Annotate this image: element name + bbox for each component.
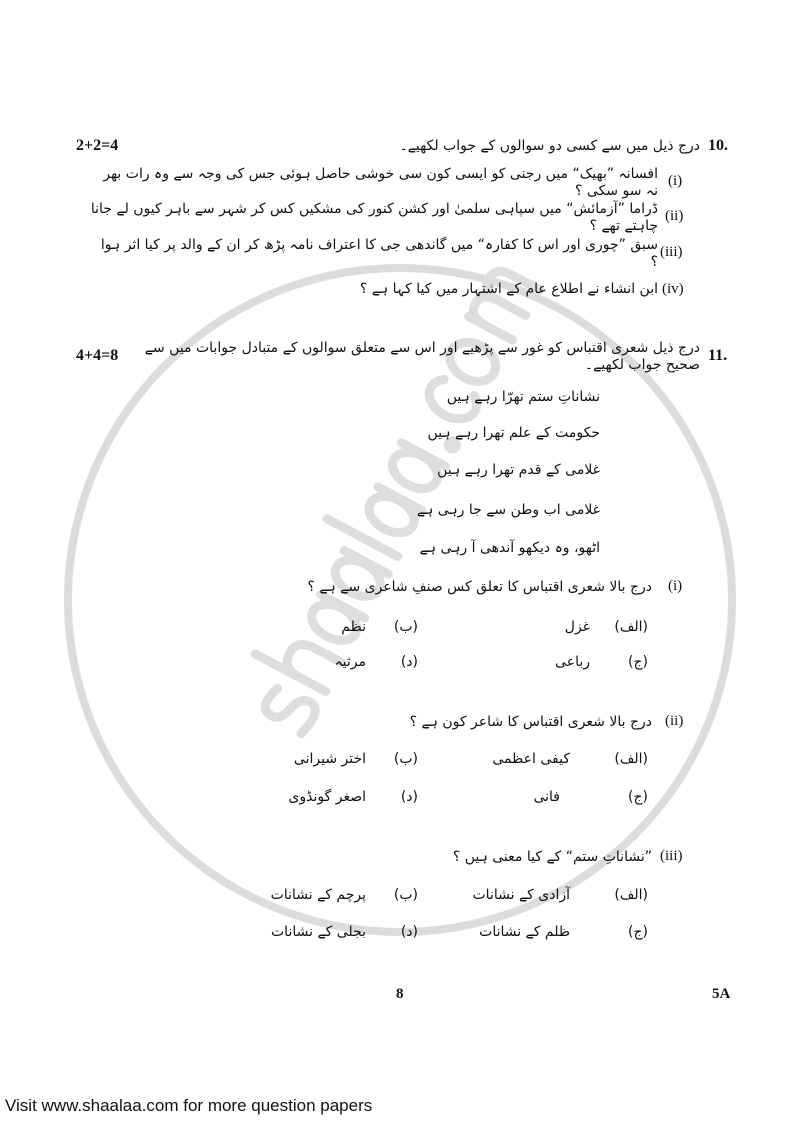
option-key: (الف) <box>614 751 648 767</box>
option-text: بجلی کے نشانات <box>271 924 366 940</box>
option-text: پرچم کے نشانات <box>270 887 366 903</box>
q11-i-label: (i) <box>668 578 683 594</box>
q10-number: 10. <box>708 137 728 154</box>
page-number: 8 <box>396 986 404 1002</box>
q10-ii-text: ڈراما ”آزمائش“ میں سپاہی سلمیٰ اور کشن کنور کی مشکیں کس کر شہر سے باہر کیوں لے جانا چاہتے تھے ؟ <box>90 201 658 234</box>
poem-line: غلامی کے قدم تھرا رہے ہیں <box>437 462 600 478</box>
q10-i-label: (i) <box>668 173 683 189</box>
option-text: ظلم کے نشانات <box>479 924 570 940</box>
visit-link[interactable]: Visit www.shaalaa.com for more question papers <box>5 1096 373 1115</box>
q11-ii-label: (ii) <box>665 713 684 729</box>
q11-iii-text: ”نشاناتِ ستم“ کے کیا معنی ہیں ؟ <box>452 849 652 865</box>
q10-ii-label: (ii) <box>665 208 684 224</box>
q10-iii-label: (iii) <box>660 244 683 260</box>
poem-line: اٹھو، وہ دیکھو آندھی آ رہی ہے <box>419 540 600 556</box>
option-key: (الف) <box>614 619 648 635</box>
poem-line: غلامی اب وطن سے جا رہی ہے <box>416 502 600 518</box>
option-key: (ج) <box>628 654 648 670</box>
option-text: اختر شیرانی <box>293 751 366 767</box>
option-key: (ب) <box>393 887 418 903</box>
q10-marks: 2+2=4 <box>76 137 119 154</box>
poem-line: نشاناتِ ستم تھرّا رہے ہیں <box>446 389 600 405</box>
q11-i-text: درج بالا شعری اقتباس کا تعلق کس صنفِ شاعری سے ہے ؟ <box>307 579 652 595</box>
watermark-letter <box>261 684 319 735</box>
option-text: اصغر گونڈوی <box>288 789 366 805</box>
q10-iv-label: (iv) <box>662 281 684 297</box>
watermark-lettering <box>232 252 540 735</box>
option-key: (ج) <box>628 924 648 940</box>
watermark-letter <box>327 519 398 557</box>
option-text: نظم <box>341 619 366 635</box>
watermark-letter <box>362 487 422 540</box>
option-key: (د) <box>400 924 418 940</box>
q10-iv-text: ابن انشاء نے اطلاع عام کے اشتہار میں کیا کہا ہے ؟ <box>359 281 658 297</box>
option-text: رباعی <box>555 654 590 670</box>
paper-code: 5A <box>712 986 731 1002</box>
q11-marks: 4+4=8 <box>76 347 119 364</box>
option-text: آزادی کے نشانات <box>472 887 570 903</box>
option-text: فانی <box>533 789 560 805</box>
q11-number: 11. <box>708 347 728 364</box>
poem-line: حکومت کے علم تھرا رہے ہیں <box>427 425 600 441</box>
option-text: غزل <box>564 619 590 635</box>
q10-instruction: درج ذیل میں سے کسی دو سوالوں کے جواب لکھیے۔ <box>399 138 700 154</box>
q11-instruction: درج ذیل شعری اقتباس کو غور سے پڑھیے اور اس سے متعلق سوالوں کے متبادل جوابات میں سے صحیح جواب لکھیے۔ <box>144 340 700 373</box>
option-key: (ج) <box>628 789 648 805</box>
option-text: مرثیہ <box>334 654 366 670</box>
option-key: (د) <box>400 789 418 805</box>
option-key: (ب) <box>393 751 418 767</box>
q10-iii-text: سبق ”چوری اور اس کا کفارہ“ میں گاندھی جی کا اعتراف نامہ پڑھ کر ان کے والد پر کیا اثر ہوا ؟ <box>100 237 658 270</box>
option-key: (الف) <box>614 887 648 903</box>
option-key: (ب) <box>393 619 418 635</box>
q11-iii-label: (iii) <box>660 848 683 864</box>
option-key: (د) <box>400 654 418 670</box>
q10-i-text: افسانہ ”بھیک“ میں رجنی کو ایسی کون سی خوشی حاصل ہوئی جس کی وجہ سے وہ رات بھر نہ سو سکی ؟ <box>103 166 658 199</box>
q11-ii-text: درج بالا شعری اقتباس کا شاعر کون ہے ؟ <box>409 714 652 730</box>
option-text: کیفی اعظمی <box>492 751 570 767</box>
